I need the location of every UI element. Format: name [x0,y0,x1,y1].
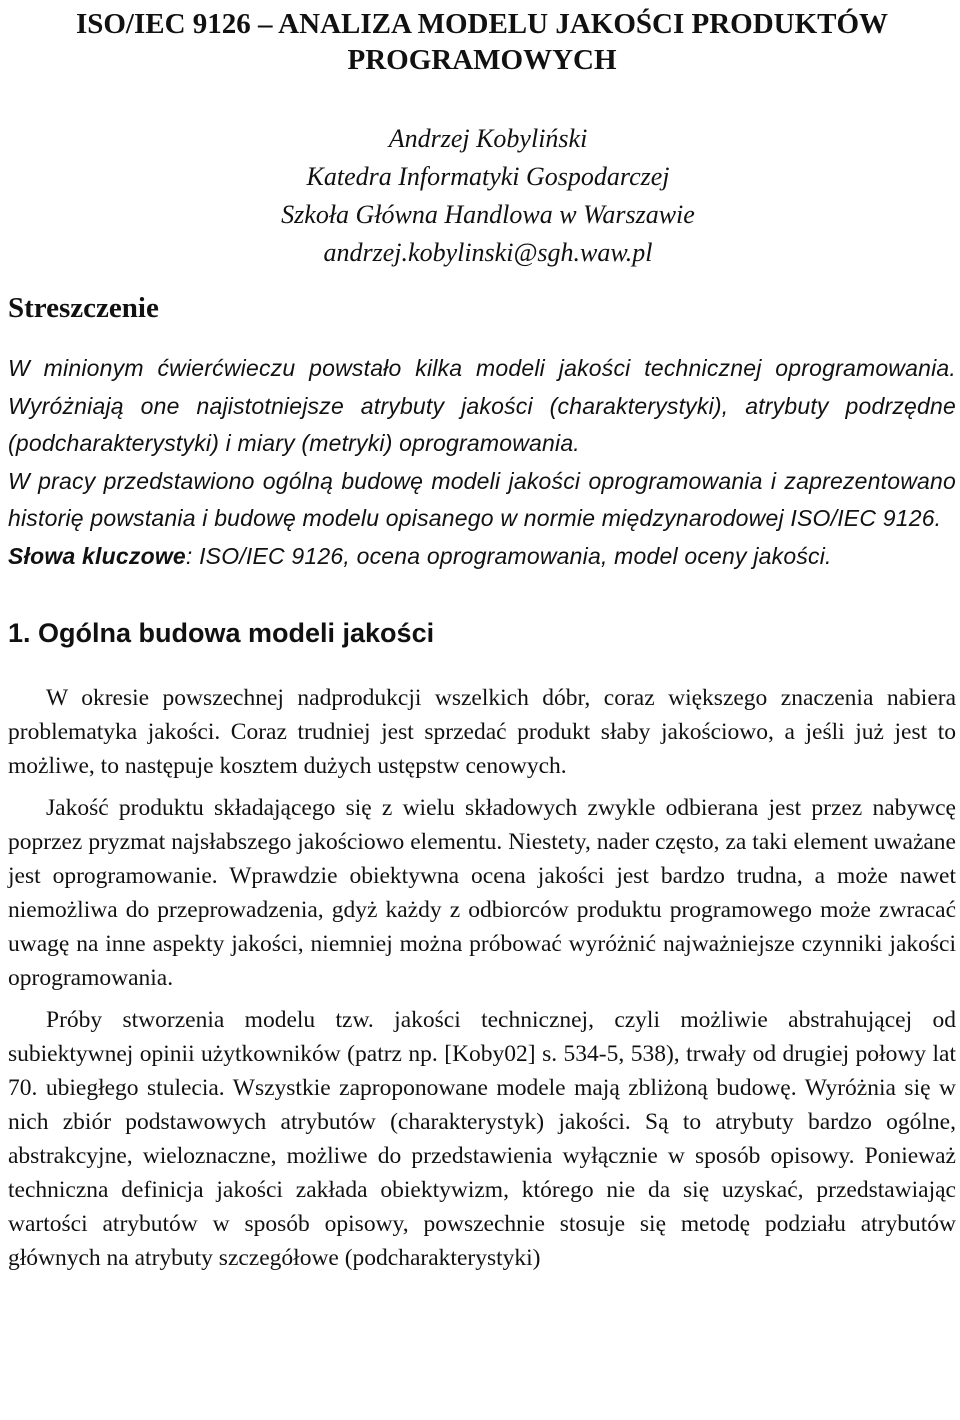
author-name: Andrzej Kobyliński [388,124,588,153]
section-1-body [8,681,956,1275]
document-page [8,0,956,1283]
author-department: Katedra Informatyki Gospodarczej [306,162,670,191]
abstract [8,350,956,575]
keywords [8,538,956,576]
abstract-paragraph-2: W pracy przedstawiono ogólną budowę modeli jakości oprogramowania i zaprezentowano historię powstania i budowę modelu opisanego w normie międzynarodowej ISO/IEC 9126. [8,467,956,531]
section-1-paragraph-1: W okresie powszechnej nadprodukcji wszelkich dóbr, coraz większego znaczenia nabiera problematyka jakości. Coraz trudniej jest sprzedać produkt słaby jakościowo, a jeśli już jest to możliwe, to następuje kosztem dużych ustępstw cenowych. [8,685,956,779]
author-institution: Szkoła Główna Handlowa w Warszawie [281,200,695,229]
section-1-paragraph-2: Jakość produktu składającego się z wielu składowych zwykle odbierana jest przez nabywcę poprzez pryzmat najsłabszego jakościowo elementu. Niestety, nader często, za taki element uważane jest oprogramowanie. Wprawdzie obiektywna ocena jakości jest bardzo trudna, a może nawet niemożliwa do przeprowadzenia, gdyż każdy z odbiorców produktu programowego może zwracać uwagę na inne aspekty jakości, niemniej można próbować wyróżnić najważniejsze czynniki jakości oprogramowania. [8,795,956,991]
paper-title [8,0,956,78]
title-line-2: PROGRAMOWYCH [347,44,617,76]
abstract-heading: Streszczenie [8,292,159,324]
abstract-paragraph-1: W minionym ćwierćwieczu powstało kilka modeli jakości technicznej oprogramowania. Wyróżniają one najistotniejsze atrybuty jakości (charakterystyki), atrybuty podrzędne (podcharakterystyki) i miary (metryki) oprogramowania. [8,355,956,456]
author-email: andrzej.kobylinski@sgh.waw.pl [323,238,653,267]
keywords-text: : ISO/IEC 9126, ocena oprogramowania, model oceny jakości. [185,542,832,569]
keywords-label: Słowa kluczowe [8,542,186,569]
section-1-paragraph-3: Próby stworzenia modelu tzw. jakości technicznej, czyli możliwie abstrahującej od subiektywnej opinii użytkowników (patrz np. [Koby02] s. 534-5, 538), trwały od drugiej połowy lat 70. ubiegłego stulecia. Wszystkie zaproponowane modele mają zbliżoną budowę. Wyróżnia się w nich zbiór podstawowych atrybutów (charakterystyk) jakości. Są to atrybuty bardzo ogólne, abstrakcyjne, wieloznaczne, możliwe do przedstawienia wyłącznie w sposób opisowy. Ponieważ techniczna definicja jakości zakłada obiektywizm, którego nie da się uzyskać, przedstawiając wartości atrybutów w sposób opisowy, powszechnie stosuje się metodę podziału atrybutów głównych na atrybuty szczegółowe (podcharakterystyki) [8,1007,956,1271]
author-block [8,120,956,272]
title-line-1: ISO/IEC 9126 – ANALIZA MODELU JAKOŚCI PRODUKTÓW [75,8,889,40]
section-1-heading: 1. Ogólna budowa modeli jakości [8,618,435,648]
